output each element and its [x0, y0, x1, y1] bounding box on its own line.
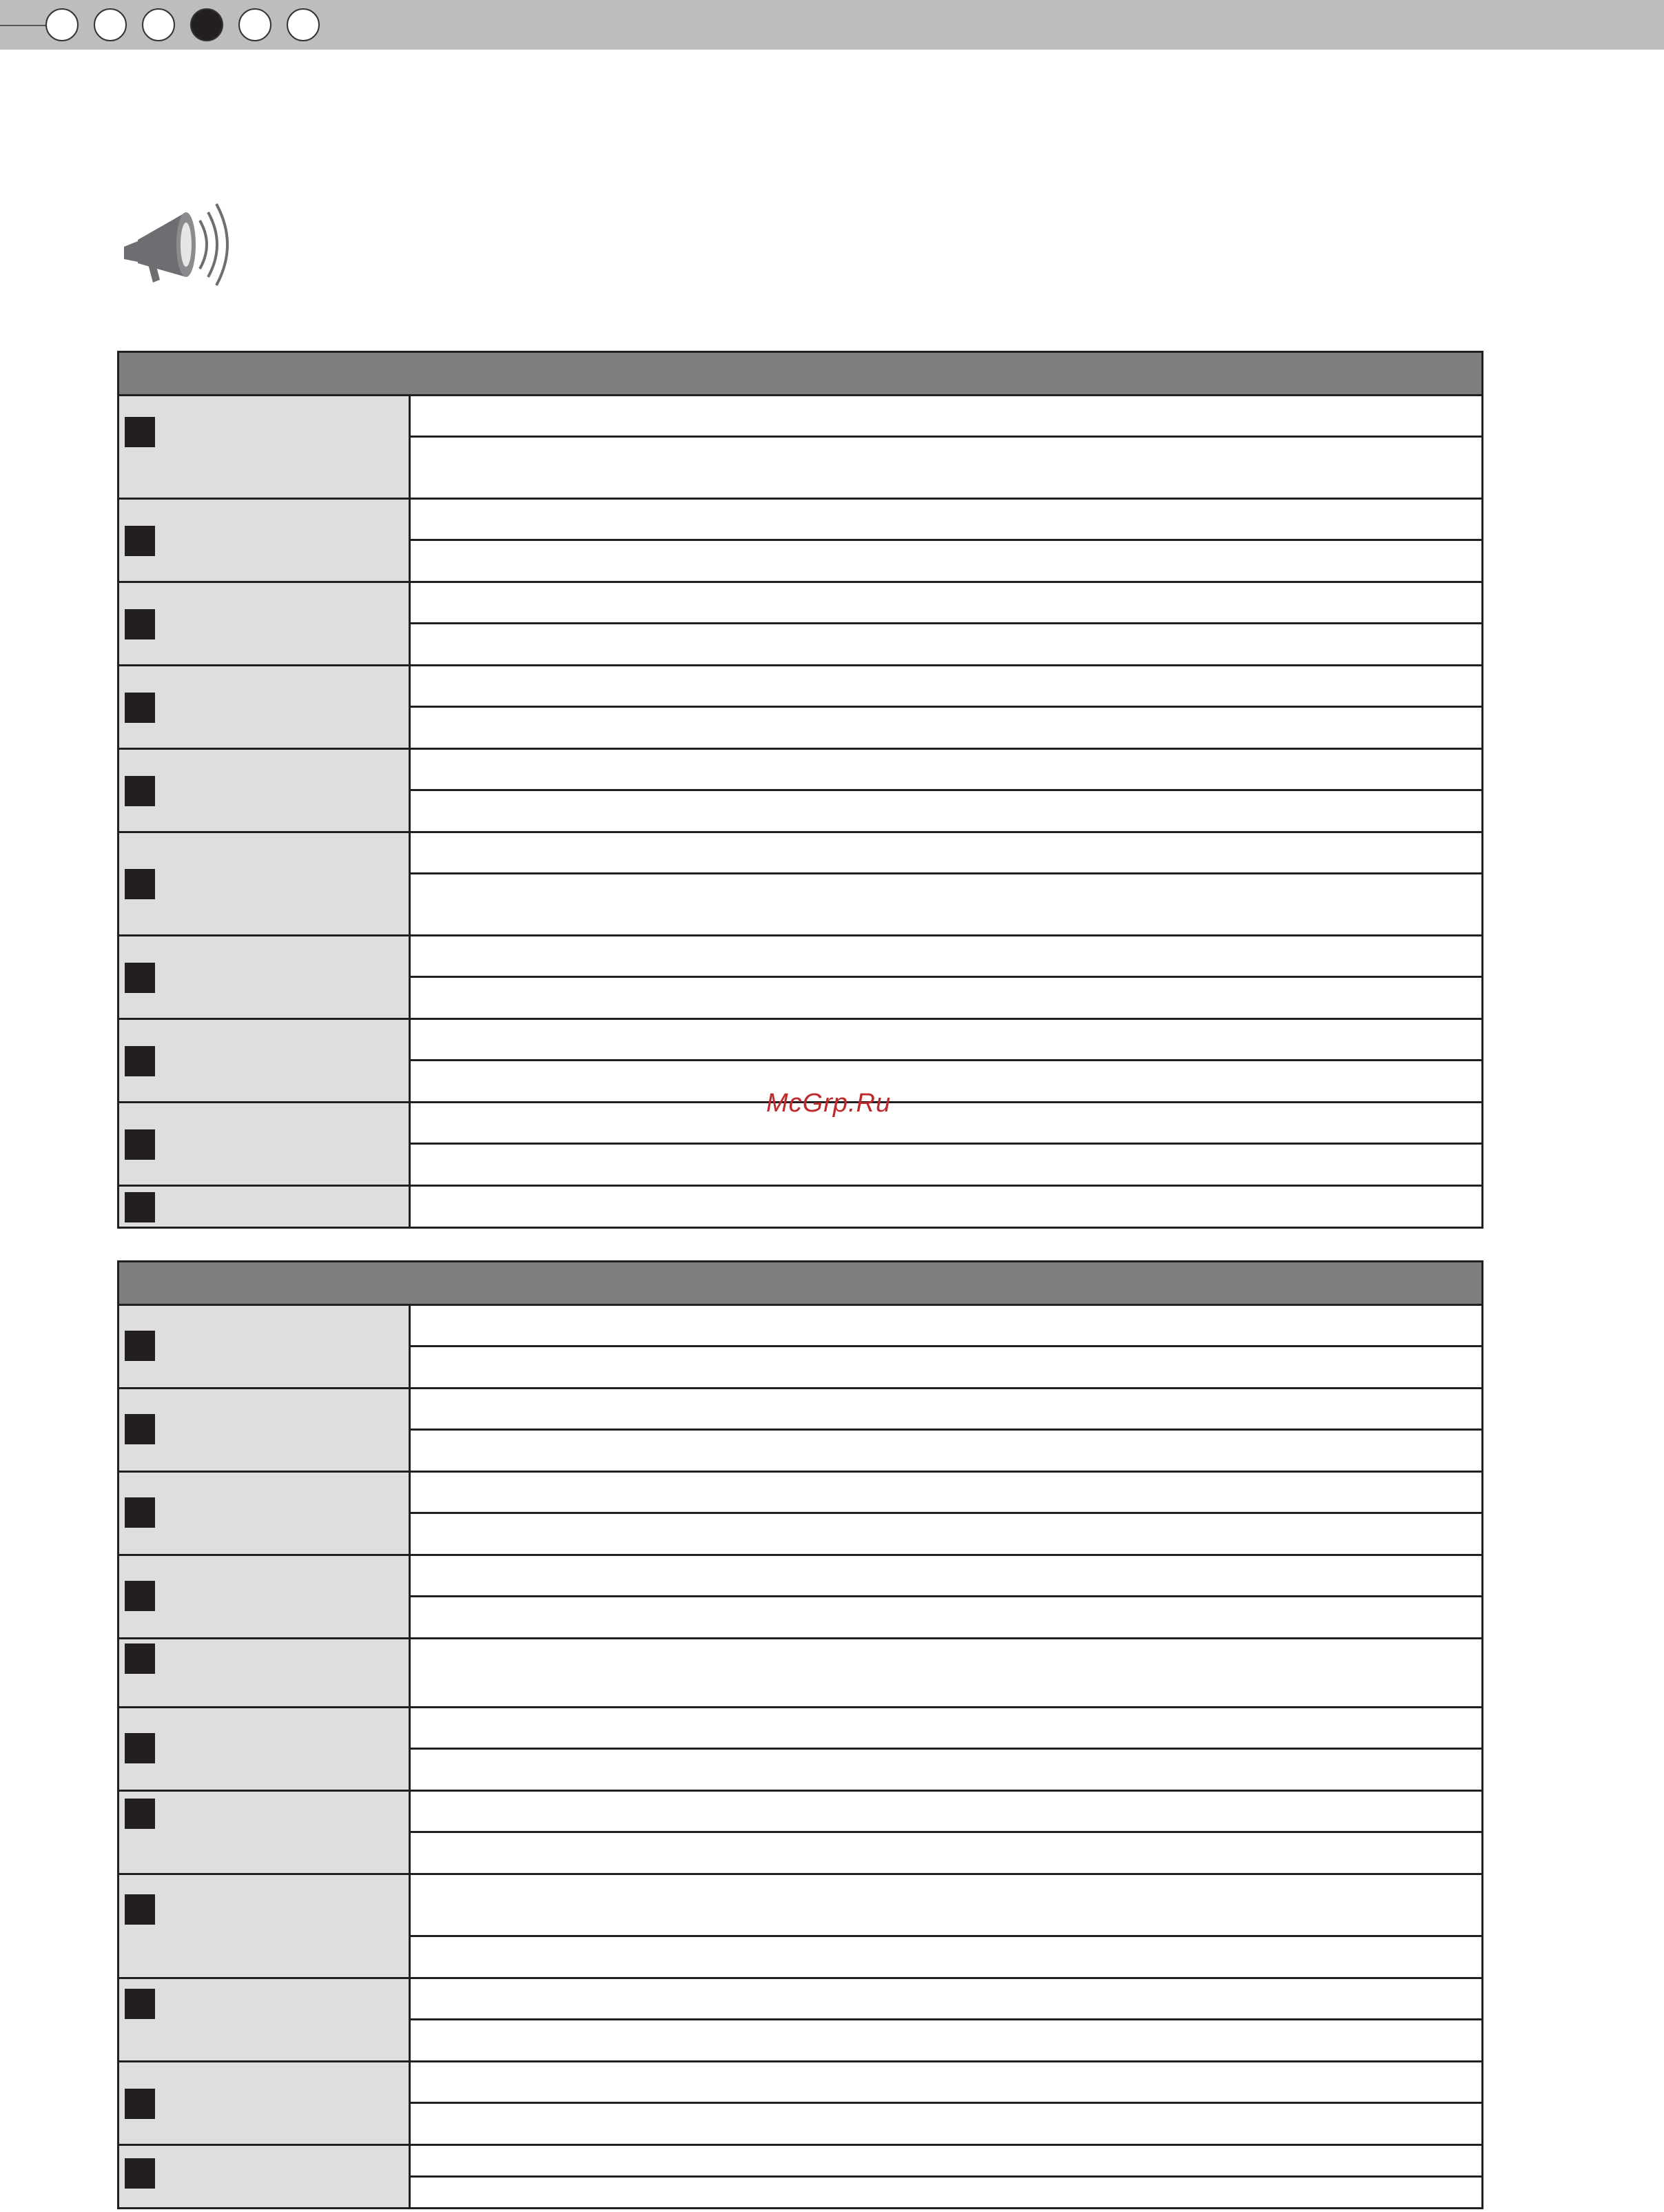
row-label [119, 1978, 410, 2062]
value-cell [410, 540, 1483, 582]
watermark-text: McGrp.Ru [766, 1089, 892, 1118]
row-label [119, 1791, 410, 1874]
value-cell [410, 1874, 1483, 1936]
marker-square [125, 1894, 155, 1925]
value-cell [410, 499, 1483, 540]
row-label [119, 2062, 410, 2145]
marker-square [125, 1497, 155, 1528]
table-1-header [119, 352, 1483, 396]
value-cell [410, 2020, 1483, 2062]
value-cell [410, 1832, 1483, 1874]
row-label [119, 666, 410, 749]
value-cell [410, 2103, 1483, 2145]
value-cell [410, 1346, 1483, 1389]
marker-square [125, 776, 155, 806]
row-label [119, 832, 410, 936]
value-cell [410, 2177, 1483, 2209]
page-dot-2[interactable] [94, 8, 127, 41]
header-line [0, 25, 48, 26]
value-cell [410, 977, 1483, 1019]
marker-square [125, 1733, 155, 1763]
row-label [119, 2145, 410, 2209]
row-label [119, 1019, 410, 1103]
value-cell [410, 1061, 1483, 1103]
marker-square [125, 1799, 155, 1829]
row-label [119, 1186, 410, 1228]
marker-square [125, 1643, 155, 1674]
row-label [119, 1305, 410, 1389]
value-cell [410, 1978, 1483, 2020]
page-dot-5[interactable] [238, 8, 271, 41]
row-label [119, 1555, 410, 1639]
value-cell [410, 1144, 1483, 1186]
value-cell [410, 1472, 1483, 1513]
value-cell [410, 1555, 1483, 1597]
value-cell [410, 1103, 1483, 1144]
value-cell [410, 1597, 1483, 1639]
header-bar [0, 0, 1664, 50]
value-cell [410, 936, 1483, 977]
megaphone-icon [117, 193, 234, 296]
value-cell [410, 1186, 1483, 1228]
row-label [119, 1874, 410, 1978]
row-label [119, 1639, 410, 1708]
marker-square [125, 1046, 155, 1076]
value-cell [410, 396, 1483, 437]
value-cell [410, 1430, 1483, 1472]
value-cell [410, 707, 1483, 749]
marker-square [125, 417, 155, 447]
marker-square [125, 526, 155, 556]
marker-square [125, 1581, 155, 1611]
marker-square [125, 1129, 155, 1160]
value-cell [410, 1791, 1483, 1832]
value-cell [410, 2062, 1483, 2103]
value-cell [410, 437, 1483, 499]
page-dot-4[interactable] [190, 8, 223, 41]
row-label [119, 1389, 410, 1472]
page-dot-1[interactable] [45, 8, 79, 41]
row-label [119, 1708, 410, 1791]
value-cell [410, 1936, 1483, 1978]
marker-square [125, 1414, 155, 1444]
marker-square [125, 693, 155, 723]
row-label [119, 749, 410, 832]
row-label [119, 936, 410, 1019]
marker-square [125, 1989, 155, 2019]
value-cell [410, 1749, 1483, 1791]
row-label [119, 1103, 410, 1186]
value-cell [410, 2145, 1483, 2177]
value-cell [410, 832, 1483, 874]
value-cell [410, 749, 1483, 790]
value-cell [410, 874, 1483, 936]
value-cell [410, 624, 1483, 666]
value-cell [410, 1389, 1483, 1430]
marker-square [125, 1331, 155, 1361]
row-label [119, 1472, 410, 1555]
marker-square [125, 2089, 155, 2119]
value-cell [410, 666, 1483, 707]
row-label [119, 499, 410, 582]
value-cell [410, 1708, 1483, 1749]
marker-square [125, 2158, 155, 2189]
page-dot-3[interactable] [142, 8, 175, 41]
table-2-header [119, 1262, 1483, 1305]
value-cell [410, 582, 1483, 624]
value-cell [410, 1639, 1483, 1708]
marker-square [125, 609, 155, 639]
row-label [119, 582, 410, 666]
value-cell [410, 1513, 1483, 1555]
value-cell [410, 1305, 1483, 1346]
marker-square [125, 869, 155, 899]
value-cell [410, 790, 1483, 832]
row-label [119, 396, 410, 499]
spec-table-2 [117, 1260, 1483, 2209]
marker-square [125, 1192, 155, 1222]
marker-square [125, 963, 155, 993]
page-dot-6[interactable] [287, 8, 320, 41]
value-cell [410, 1019, 1483, 1061]
